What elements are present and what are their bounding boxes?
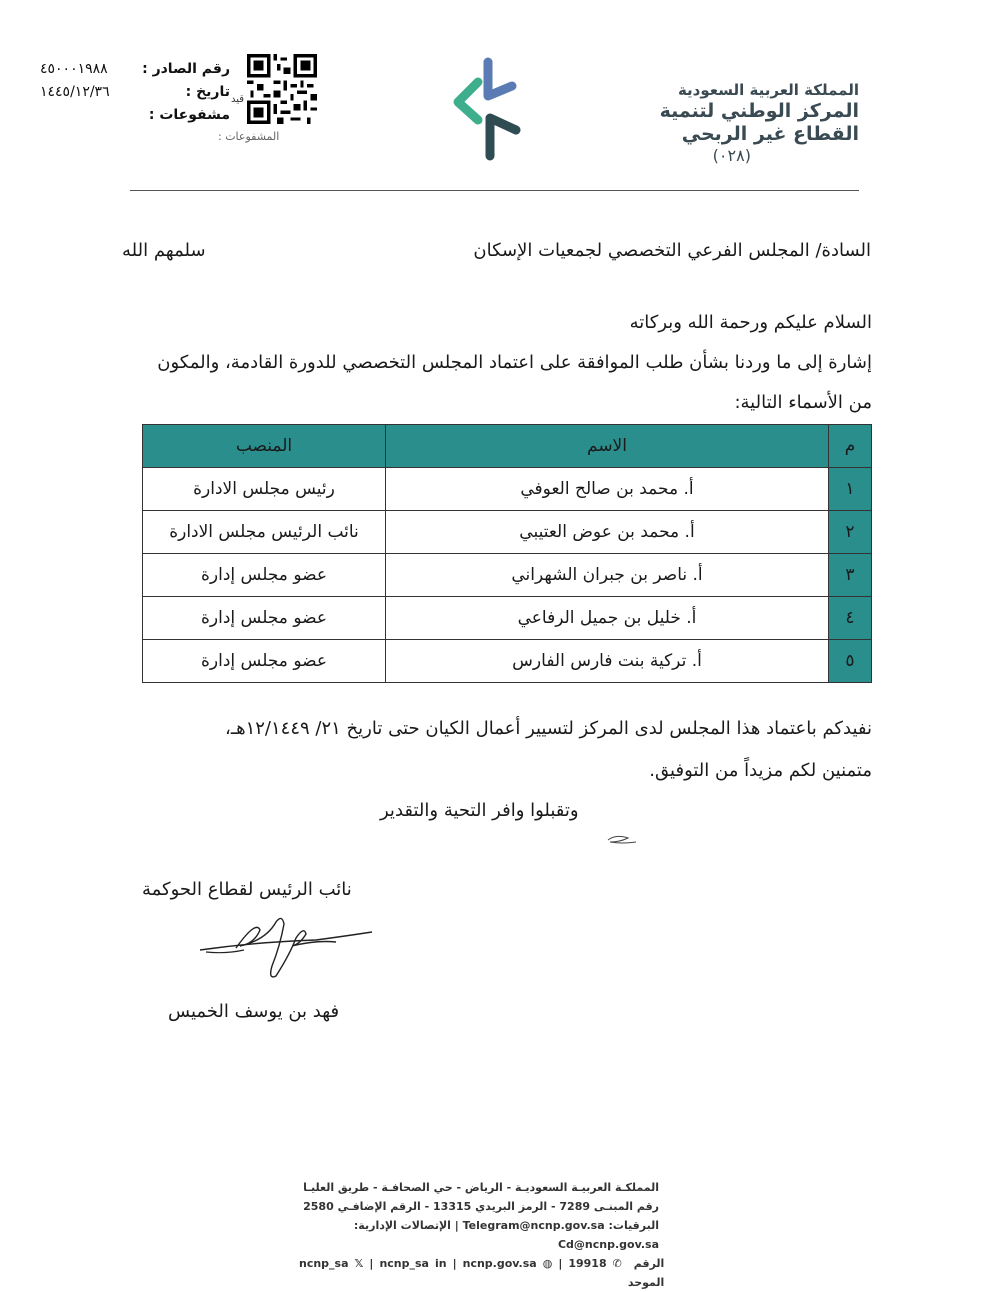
- x-icon: 𝕏: [354, 1257, 364, 1270]
- row-position: عضو مجلس إدارة: [143, 597, 386, 640]
- body-line-2: متمنين لكم مزيداً من التوفيق.: [649, 760, 872, 781]
- date-value: ١٤٤٥/١٢/٣٦: [40, 84, 110, 100]
- org-line-4: (٠٢٨): [712, 146, 751, 165]
- reference-label: رقم الصادر :: [142, 61, 230, 77]
- header-position: المنصب: [143, 425, 386, 468]
- table-row: [143, 640, 872, 683]
- members-table: [142, 424, 872, 683]
- row-name: أ. خليل بن جميل الرفاعي: [386, 597, 829, 640]
- row-num: ٤: [829, 597, 872, 640]
- closing: وتقبلوا وافر التحية والتقدير: [380, 800, 579, 821]
- row-num: ٢: [829, 511, 872, 554]
- date-label: تاريخ :: [185, 84, 230, 100]
- salutation: سلمهم الله: [122, 240, 206, 261]
- initial-mark-icon: [606, 832, 642, 848]
- reference-enclosures: [40, 104, 230, 127]
- phone-number: 19918: [568, 1257, 607, 1270]
- reference-value: ٤٥٠٠٠١٩٨٨: [40, 61, 108, 77]
- reference-number: [40, 58, 230, 81]
- globe-icon: ◍: [542, 1257, 553, 1270]
- row-name: أ. محمد بن عوض العتيبي: [386, 511, 829, 554]
- signature-icon: [196, 910, 376, 986]
- org-line-2: المركز الوطني لتنمية: [659, 100, 859, 122]
- row-name: أ. محمد بن صالح العوفي: [386, 468, 829, 511]
- row-name: أ. ناصر بن جبران الشهراني: [386, 554, 829, 597]
- phone-icon: ✆: [612, 1257, 622, 1270]
- row-num: ١: [829, 468, 872, 511]
- header-name: الاسم: [386, 425, 829, 468]
- table-row: [143, 554, 872, 597]
- body-line-1: نفيدكم باعتماد هذا المجلس لدى المركز لتسيير أعمال الكيان حتى تاريخ ٢١/ ١٢/١٤٤٩هـ،: [225, 718, 872, 739]
- signatory-name: فهد بن يوسف الخميس: [168, 1001, 340, 1022]
- enclosures-small-label: المشفوعات :: [218, 130, 280, 143]
- row-name: أ. تركية بنت فارس الفارس: [386, 640, 829, 683]
- row-position: عضو مجلس إدارة: [143, 554, 386, 597]
- signatory-title: نائب الرئيس لقطاع الحوكمة: [142, 879, 352, 900]
- intro-line-2: من الأسماء التالية:: [734, 392, 872, 413]
- ncnp-logo-icon: [450, 56, 530, 164]
- org-line-3: القطاع غير الربحي: [681, 123, 859, 145]
- footer-contacts: البرقيات: Telegram@ncnp.gov.sa | الإتصالات الإدارية: Cd@ncnp.gov.sa: [353, 1219, 659, 1251]
- header-divider: [130, 190, 859, 191]
- unified-number-label: الرقم الموحد: [627, 1257, 665, 1289]
- table-row: [143, 511, 872, 554]
- reference-block: [40, 58, 230, 127]
- header-num: م: [829, 425, 872, 468]
- table-row: [143, 597, 872, 640]
- side-tag: قيد: [231, 94, 245, 105]
- linkedin-handle[interactable]: ncnp_sa: [379, 1257, 429, 1270]
- x-handle[interactable]: ncnp_sa: [299, 1257, 349, 1270]
- table-header-row: [143, 425, 872, 468]
- footer-social: الرقم الموحد ✆ 19918 | ◍ ncnp.gov.sa | in ncnp_sa | 𝕏 ncnp_sa: [299, 1254, 659, 1292]
- row-num: ٥: [829, 640, 872, 683]
- reference-date: [40, 81, 230, 104]
- recipient: السادة/ المجلس الفرعي التخصصي لجمعيات الإسكان: [473, 240, 871, 261]
- qr-code-icon: [247, 54, 317, 124]
- enclosures-label: مشفوعات :: [148, 107, 230, 123]
- website-link[interactable]: ncnp.gov.sa: [462, 1257, 537, 1270]
- footer-address: المملكـة العربيـة السعوديـة - الرياض - حي الصحافـة - طريق العليـا: [303, 1181, 659, 1194]
- org-line-1: المملكة العربية السعودية: [677, 81, 859, 99]
- row-position: رئيس مجلس الادارة: [143, 468, 386, 511]
- organization-name: [660, 80, 859, 166]
- row-num: ٣: [829, 554, 872, 597]
- row-position: نائب الرئيس مجلس الادارة: [143, 511, 386, 554]
- greeting: السلام عليكم ورحمة الله وبركاته: [629, 312, 872, 333]
- footer-building: رقم المبنـى 7289 - الرمز البريدي 13315 - الرقم الإضافـي 2580: [303, 1200, 659, 1213]
- linkedin-icon: in: [434, 1257, 447, 1270]
- table-row: [143, 468, 872, 511]
- row-position: عضو مجلس إدارة: [143, 640, 386, 683]
- footer: [299, 1178, 665, 1292]
- intro-line-1: إشارة إلى ما وردنا بشأن طلب الموافقة على اعتماد المجلس التخصصي للدورة القادمة، والمكون: [157, 352, 872, 373]
